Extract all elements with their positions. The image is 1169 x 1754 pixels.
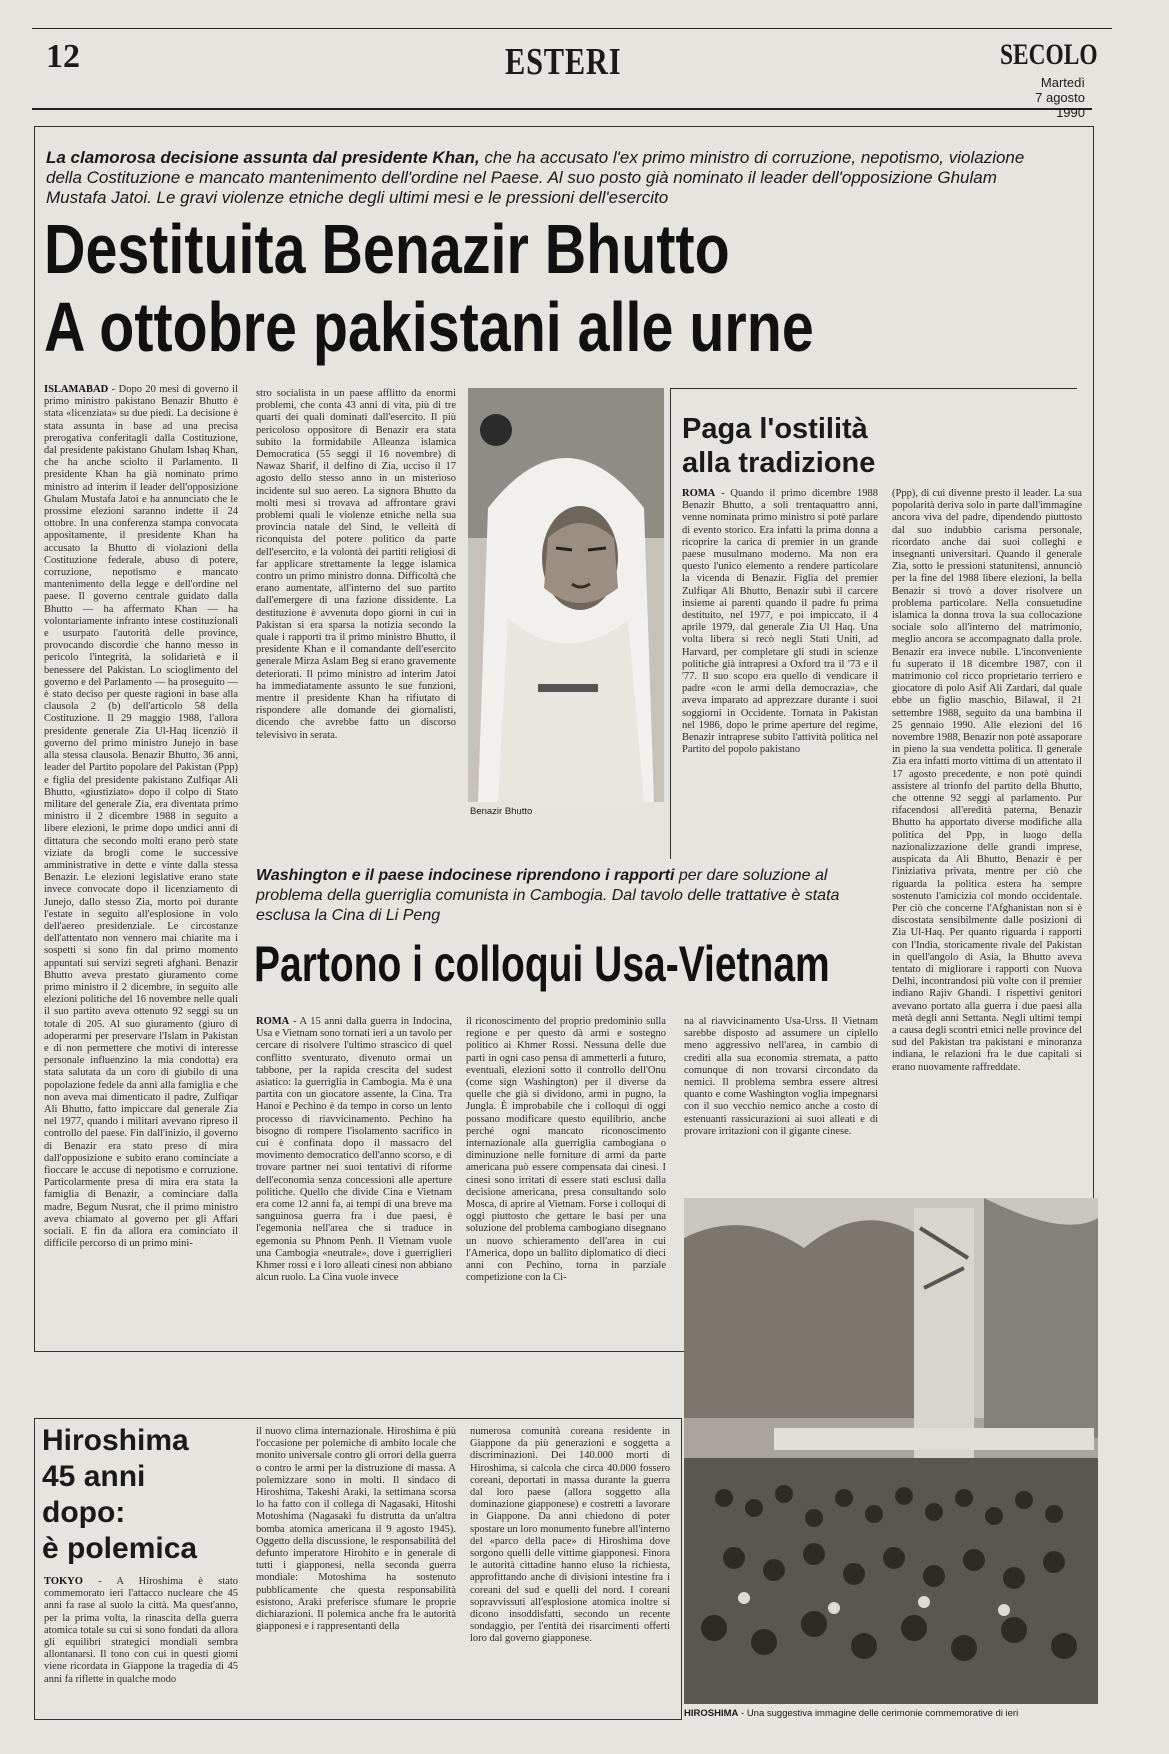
hiroshima-column-3-text: numerosa comunità coreana residente in Giappone da più generazioni e soggetta a discriminazioni. Dei 140.000 morti di Hiroshima, si calcola che circa 40.000 fossero coreani, deportati in massa durante la guerra dal loro paese (allora soggetto alla dominazione giapponese) e costretti a lavorare in Giappone. Da anni chiedono di poter spostare un loro monumento funebre all'interno del «parco della pace» di Hiroshima dove sorgono quelli delle vittime giapponesi. Finora le autorità cittadine hanno eluso la richiesta, approfittando anche di divisioni intestine fra i coreani del sud e quelli del nord. I coreani sopravvissuti all'esplosione atomica inoltre si dicono insoddisfatti, secondo un recente sondaggio, per l'entità dei risarcimenti offerti loro dal governo giapponese. <box>470 1426 670 1645</box>
bhutto-portrait-illustration <box>468 388 664 802</box>
section-title: ESTERI <box>505 41 622 83</box>
bhutto-column-1-text: - Dopo 20 mesi di governo il primo ministro pakistano Benazir Bhutto è stata «licenziata» su due piedi. La decisione è stata assunta in base ad una precisa prerogativa conferitagli dalla Costituzione, dal presidente pakistano Ghulam Ishaq Khan, che ha anche sciolto il Parlamento. Il presidente Khan ha già nominato primo ministro ad interim il leader dell'opposizione Ghulam Mustafa Jatoi e ha annunciato che le prossime elezioni saranno indette il 24 ottobre. In una conferenza stampa convocata appositamente, il presidente Khan ha accusato la Bhutto di violazioni della Costituzione federale, abuso di potere, corruzione, nepotismo e mancato mantenimento della legge e dell'ordine nel paese. Il governo centrale guidato dalla Bhutto — ha affermato Khan — ha volontariamente infranto intese costituzionali e usurpato l'autorità delle province, provocando discordie che hanno messo in pericolo l'integrità, la solidarietà e il benessere del Pakistan. Lo scioglimento del governo e del Parlamento — ha proseguito — è stato deciso per queste ragioni in base alla clausola 2 (b) dell'articolo 58 della Costituzione. Il 29 maggio 1988, l'allora presidente generale Zia Ul-Haq licenziò il governo del primo ministro Junejo in base alla stessa clausola. Benazir Bhutto, 36 anni, leader del Partito popolare del Pakistan (Ppp) e figlia del presidente pakistano Zulfiqar Ali Bhutto, «giustiziato» dopo il colpo di Stato militare del generale Zia, era diventata primo ministro il 2 dicembre 1988 in seguito a libere elezioni, le prime dopo undici anni di dittatura che secondo molti erano però state viziate da brogli come le successive amministrative in dette e vinte dalla stessa Benazir. Le elezioni legislative erano state invece convocate dopo il licenziamento di Junejo, dallo stesso Zia, morto poi durante l'estate in seguito all'esplosione in volo dell'aereo presidenziale. Le circostanze dell'attentato non vennero mai chiarite ma i sospetti si sono fin dal primo momento appuntati sui servizi segreti afghani. Benazir Bhutto aveva prestato giuramento come primo ministro il 2 dicembre, in seguito alle elezioni politiche del 16 novembre nelle quali il suo partito aveva ottenuto 92 seggi su un totale di 205. Al suo giuramento (giuro di adoperarmi per preservare l'Islam in Pakistan e di non permettere che motivi di interesse personale influenzino la mia condotta) era stata salutata da un coro di giubilo di una popolazione fedele da anni alla famiglia e che non aveva mai dimenticato il padre, Zulfiqar Ali Bhutto, fatto impiccare dal generale Zia nel 1977, quando i militari avevano ripreso il controllo del paese. Fin dall'inizio, il governo di Benazir era stato preso di mira dall'opposizione e subito erano cominciate a fioccare le accuse di nepotismo e corruzione. Particolarmente presa di mira era stata la famiglia di Benazir, a cominciare dalla madre, Begum Nusrat, che il primo ministro aveva chiamato al governo per gli Affari sociali. E fin da allora era cominciato il difficile percorso di un primo mini- <box>44 384 238 1250</box>
sidebar-column-1-text: - Quando il primo dicembre 1988 Benazir Bhutto, a soli trentaquattro anni, venne nominata primo ministro si potè parlare di evento storico. Era infatti la prima donna a ricoprire la carica di premier in un grande paese musulmano moderno. Ma non era questo l'unico elemento a rendere particolare la vicenda di Benazir. Figlia del premier Zulfiqar Ali Bhutto, Benazir subì il carcere insieme ai parenti quando il padre fu prima destituito, nel 1977, e poi impiccato, il 4 aprile 1979, dal generale Zia Ul Haq. Una volta libera si recò negli Stati Uniti, ad Harvard, per completare gli studi in scienze politiche già intrapresi a Oxford tra il '73 e il '77. Il suo scopo era quello di vendicare il padre «con le armi della democrazia», che aveva imparato ad apprezzare durante i suoi soggiorni in Occidente. Tornata in Pakistan nel 1986, dopo le prime aperture del regime, Benazir intraprese subito l'attività politica nel Partito del popolo pakistano <box>682 488 878 756</box>
bhutto-kicker-lead: La clamorosa decisione assunta dal presidente Khan, <box>46 148 480 167</box>
hiroshima-column-1 <box>44 1576 238 1712</box>
sidebar-headline-line1: Paga l'ostilità <box>682 413 868 445</box>
vietnam-column-3 <box>684 1016 878 1192</box>
page-number: 12 <box>46 38 80 75</box>
vietnam-dateline: ROMA <box>256 1016 290 1027</box>
hiroshima-column-2-text: il nuovo clima internazionale. Hiroshima è più l'occasione per polemiche di ambito locale che monito universale contro gli orrori della guerra o contro le armi per la distruzione di massa. A polemizzare sono in molti. Il sindaco di Hiroshima, Takeshi Araki, la settimana scorsa lo ha fatto con il collega di Nagasaki, Hitoshi Motoshima (Nagasaki fu distrutta da un'altra bomba atomica americana il 9 agosto 1945). Oggetto della discussione, le responsabilità del defunto imperatore Hirohito e in generale di tutti i giapponesi, nella seconda guerra mondiale: Motoshima ha sostenuto pubblicamente che questa responsabilità esistono, Araki preferisce sfumare le proprie dichiarazioni. Il polemica anche fra le autorità giapponesi e i rappresentanti della <box>256 1426 456 1633</box>
bhutto-kicker-text: che ha accusato l'ex primo ministro di corruzione, nepotismo, violazione della Costituzione e mancato mantenimento dell'ordine nel Paese. Al suo posto già nominato il leader dell'opposizione Ghulam Mustafa Jatoi. Le gravi violenze etniche degli ultimi mesi e le pressioni dell'esercito <box>46 148 1025 207</box>
header-rule <box>32 108 1092 110</box>
hiroshima-headline-line4: è polemica <box>42 1532 198 1565</box>
issue-date <box>1015 75 1085 120</box>
vietnam-column-3-text: na al riavvicinamento Usa-Urss. Il Vietnam sarebbe disposto ad assumere un ciplello meno aggressivo nell'area, in cambio di crediti alla sua economia stremata, a patto comunque di non trovarsi circondato da nemici. Il problema sembra essere altresì quanto e come Washington voglia impegnarsi con il suo vecchio nemico anche a costo di estenuanti rassicurazioni ai suoi alleati e di provare irritazioni con il gigante cinese. <box>684 1016 878 1137</box>
bhutto-headline-line1: Destituita Benazir Bhutto <box>44 210 730 288</box>
hiroshima-column-3 <box>470 1426 670 1712</box>
sidebar-headline-line2: alla tradizione <box>682 447 876 479</box>
hiroshima-dateline: TOKYO <box>44 1576 83 1587</box>
bhutto-column-1 <box>44 384 238 1400</box>
sidebar-column-1 <box>682 488 878 824</box>
hiroshima-photo-caption <box>684 1708 1098 1719</box>
vietnam-kicker-text: per dare soluzione al problema della guerriglia comunista in Cambogia. Dal tavolo delle trattative è stata esclusa la Cina di Li Peng <box>256 867 840 924</box>
issue-full-date: 7 agosto 1990 <box>1035 90 1085 120</box>
issue-day: Martedì <box>1040 75 1085 90</box>
vietnam-kicker <box>256 866 876 926</box>
hiroshima-headline-line2: 45 anni <box>42 1460 146 1493</box>
vietnam-kicker-lead: Washington e il paese indocinese riprendono i rapporti <box>256 867 675 884</box>
bhutto-dateline: ISLAMABAD <box>44 384 109 395</box>
sidebar-dateline: ROMA <box>682 488 716 499</box>
bhutto-column-2 <box>256 388 456 818</box>
hiroshima-column-2 <box>256 1426 456 1712</box>
top-rule <box>32 28 1112 29</box>
vietnam-headline: Partono i colloqui Usa-Vietnam <box>254 936 830 992</box>
bhutto-photo-caption: Benazir Bhutto <box>470 806 533 817</box>
hiroshima-photo <box>684 1198 1098 1704</box>
bhutto-photo <box>468 388 664 802</box>
hiroshima-headline-line3: dopo: <box>42 1496 126 1529</box>
vietnam-column-1-text: - A 15 anni dalla guerra in Indocina, Usa e Vietnam sono tornati ieri a un tavolo per cercare di risolvere l'ultimo strascico di quel conflitto sventurato, divenuto ormai un tabbone, per la rapida crescita del sudest asiatico: la guerriglia in Cambogia. Ma è una partita con un giocatore assente, la Cina. Tra Hanoi e Pechino è da tempo in corso un lento processo di riavvicinamento. Pechino ha bisogno di rompere l'isolamento sacrifico in cui è confinata dopo il massacro del movimento democratico dell'anno scorso, e di trovare partner nei suoi tentativi di riforme dell'economia senza concessioni alle aperture politiche. Quello che divide Cina e Vietnam era come 12 anni fa, ai tempi di una breve ma sanguinosa guerra fra i due paesi, è l'egemonia nell'area che si traduce in egemonia su Phnom Penh. Il Vietnam vuole una Cambogia «neutrale», dove i guerriglieri Khmer rossi e i loro alleati cinesi non abbiano alcun ruolo. La Cina vuole invece <box>256 1016 452 1284</box>
vietnam-column-2 <box>466 1016 666 1410</box>
vietnam-column-2-text: il riconoscimento del proprio predominio sulla regione e per questo dà armi e sostegno politico ai Khmer Rossi. Nessuna delle due parti in ogni caso pensa di ammetterli a futuro, eventuali, elezioni sotto il controllo dell'Onu (come sign Washington) per il diverse da quelle che già si dividono, armi in pugno, la Jungla. È improbabile che i colloqui di oggi possano modificare questo equilibrio, anche perché ogni mancato riconoscimento internazionale alla guerriglia cambogiana o diminuzione nelle forniture di armi da parte americana può essere compensata dai cinesi. I cinesi sono irritati di essere stati esclusi dalla decisione americana, presa consultando solo Mosca, di aprire al Vietnam. Forse i colloqui di oggi piuttosto che gettare le basi per una soluzione del problema cambogiano disegnano un nuovo schieramento dell'area in cui l'America, dopo un ballito diplomatico di dieci anni con Pechino, torna in parziale competizione con la Ci- <box>466 1016 666 1284</box>
newspaper-name: SECOLO <box>1000 38 1098 71</box>
hiroshima-caption-text: - Una suggestiva immagine delle cerimonie commemorative di ieri <box>738 1708 1019 1719</box>
sidebar-column-2-text: (Ppp), di cui divenne presto il leader. La sua popolarità deriva solo in parte dall'immagine ancora viva del padre, dipendendo piuttosto dal suo indubbio carisma personale, ricordato anche dai suoi colleghi e insegnanti universitari. Quando il generale Zia, sotto le pressioni statunitensi, annunciò per la fine del 1988 libere elezioni, la bella Benazir si trovò a dover risolvere un problema particolare. Nella consuetudine islamica la donna trova la sua collocazione sociale solo all'interno del matrimonio, meglio ancora se accompagnato dalla prole. Benazir era invece nubile. L'inconveniente fu superato il 18 dicembre 1987, con il matrimonio col ricco proprietario terriero e giocatore di polo Asif Ali Zardari, dal quale ebbe un figlio maschio, Bilawal, il 21 settembre 1988, seguito da una bambina il 25 gennaio 1990. Alle elezioni del 16 novembre 1988, Benazir non potè assaporare in pieno la sua vendetta politica. Il generale Zia era infatti morto vittima di un attentato il 17 agosto precedente, e non potè quindi assistere al trionfo del partito della Bhutto, che ottenne 92 seggi al parlamento. Pur rifacendosi all'eredità paterna, Benazir Bhutto ha apportato diverse modifiche alla politica del Ppp, in luogo della nazionalizzazione delle grandi imprese, auspicata da Ali Bhutto, Benazir è per l'iniziativa privata, mentre per ciò che riguarda la politica estera ha sempre sostenuto l'amicizia col mondo occidentale. Per ciò che concerne l'Afghanistan non si è discostata sensibilmente dalle posizioni di Zia Ul-Haq. Per quanto riguarda i rapporti con l'India, storicamente rivale del Pakistan in quell'angolo di Asia, la Bhutto aveva tentato di migliorare i rapporti con Nuova Delhi, incontrandosi più volte con il premier indiano Rajiv Ghandi. I rispettivi genitori avevano portato alla guerra i due paesi alla metà degli anni Settanta. Negli ultimi tempi a causa degli scontri etnici nelle province del sud del Pakistan tra pakistani e minoranza indiana, le relazioni fra le due capitali si erano nuovamente raffreddate. <box>892 488 1082 1073</box>
bhutto-headline-line2: A ottobre pakistani alle urne <box>44 288 814 366</box>
hiroshima-caption-lead: HIROSHIMA <box>684 1708 739 1719</box>
hiroshima-headline-line1: Hiroshima <box>42 1424 189 1457</box>
vietnam-column-1 <box>256 1016 452 1410</box>
bhutto-kicker <box>46 148 1026 208</box>
sidebar-column-2 <box>892 488 1082 1158</box>
hiroshima-column-1-text: - A Hiroshima è stato commemorato ieri l'attacco nucleare che 45 anni fa rase al suolo la città. Ma quest'anno, per la prima volta, la rinascita della guerra atomica totale su cui si sono fondati da allora gli equilibri strategici mondiali sembra allontanarsi. Il tono con cui in questi giorni viene ricordata in Giappone la tragedia di 45 anni fa riflette in qualche modo <box>44 1576 238 1685</box>
hiroshima-ceremony-illustration <box>684 1198 1098 1704</box>
bhutto-column-2-text: stro socialista in un paese afflitto da enormi problemi, che conta 43 anni di vita, più di tre quarti dei quali dominati dall'esercito. Il più pericoloso oppositore di Benazir era stata subito la formidabile Alleanza islamica Democratica (55 seggi il 16 novembre) di Nawaz Sharif, il delfino di Zia, ucciso il 17 agosto dello stesso anno in un misterioso incidente sul suo aereo. La signora Bhutto da molti mesi si trovava ad affrontare gravi problemi quali le violenze etniche nella sua provincia natale del Sind, le velleità di riconquista del potere politico da parte dell'esercito, e la volontà dei partiti religiosi di far applicare strettamente la legge islamica contro un primo ministro donna. Difficoltà che erano aumentate, all'interno del suo partito dall'emergere di una fazione dissidente. La destituzione è avvenuta dopo giorni in cui in Pakistan si era sparsa la notizia secondo la quale i rapporti tra il primo ministro Bhutto, il presidente Khan e il comandante dell'esercito generale Mirza Aslam Beg si erano gravemente deteriorati. Il primo ministro ad interim Jatoi ha immediatamente assunto le sue funzioni, mentre il presidente Khan ha rifiutato di rispondere alle domande dei giornalisti, dicendo che avrebbe fatto un discorso televisivo in serata. <box>256 388 456 741</box>
